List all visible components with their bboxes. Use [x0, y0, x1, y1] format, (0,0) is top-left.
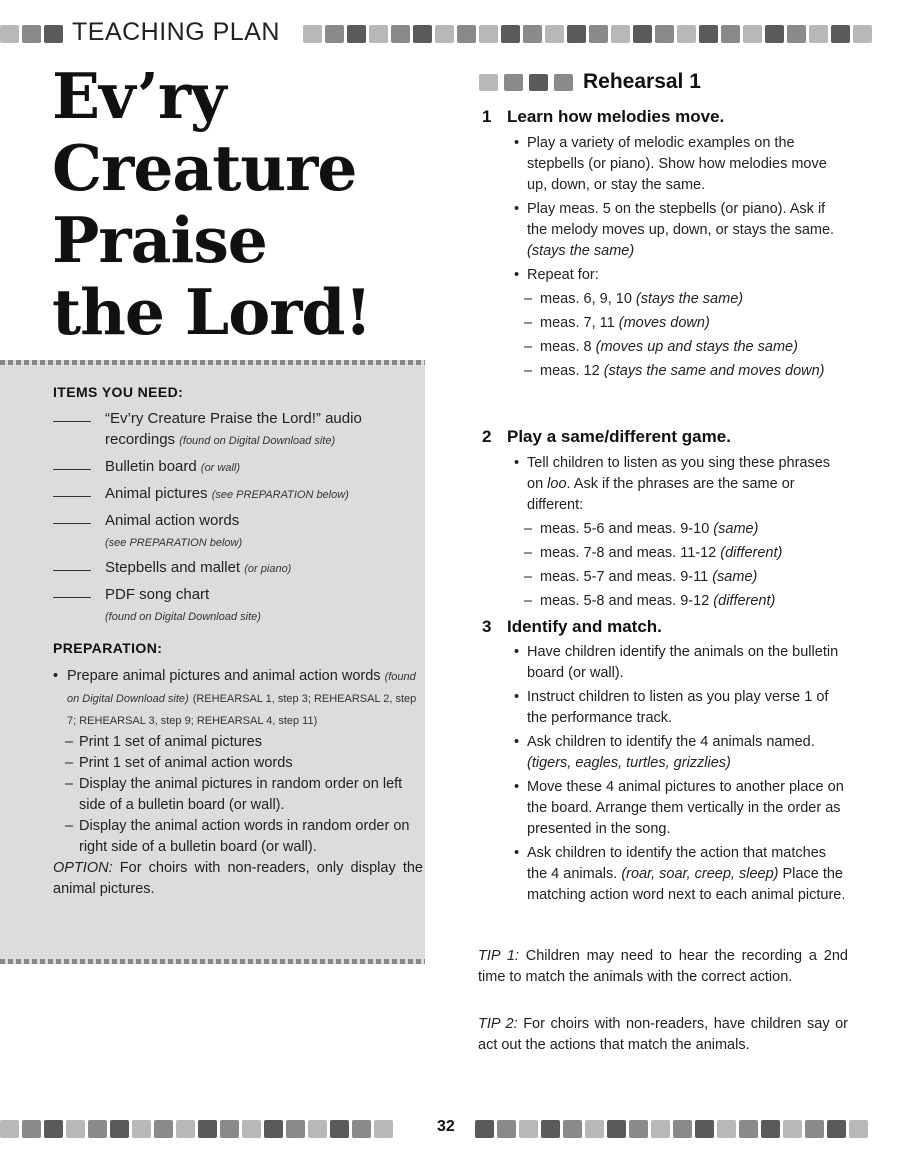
step-bullet: • Instruct children to listen as you play verse 1 of the performance track.: [514, 687, 849, 729]
item-text: PDF song chart: [105, 586, 210, 603]
checkbox-blank: [53, 597, 91, 598]
step-number: 3: [482, 617, 492, 636]
panel-divider-top: [0, 360, 425, 365]
bullet-note: (stays the same): [527, 243, 635, 259]
tip-text: Children may need to hear the recording a 2nd time to match the animals with the correct action.: [478, 948, 848, 985]
item-row: [53, 483, 418, 506]
footer-decor-left: [0, 1120, 425, 1138]
prep-sub-item: – Display the animal pictures in random order on left side of a bulletin board (or wall).: [53, 774, 423, 816]
prep-sub-item: – Print 1 set of animal action words: [53, 753, 423, 774]
step-sub-item: [514, 289, 849, 310]
sub-item-text: meas. 7, 11: [540, 315, 615, 331]
step-bullet: • Have children identify the animals on the bulletin board (or wall).: [514, 642, 849, 684]
decor-block: [554, 74, 573, 91]
item-text: Animal action words: [105, 512, 240, 529]
item-note: (see PREPARATION below): [211, 489, 349, 501]
rehearsal-header: [479, 70, 701, 94]
step-bullet: [514, 453, 849, 516]
song-title-line: the Lord!: [52, 275, 372, 349]
sub-item-note: (different): [713, 593, 776, 609]
step-heading: [482, 107, 724, 127]
step-bullet: • Repeat for:: [514, 265, 849, 286]
song-title-line: Praise: [52, 203, 267, 277]
step-list: [514, 453, 849, 615]
item-note: (see PREPARATION below): [105, 537, 243, 549]
checkbox-blank: [53, 570, 91, 571]
step-heading: [482, 617, 662, 637]
item-text: Bulletin board: [105, 458, 197, 475]
song-title-line: Creature: [52, 131, 357, 205]
sub-item-text: meas. 6, 9, 10: [540, 291, 632, 307]
sub-item-note: (stays the same and moves down): [603, 363, 825, 379]
song-title-line: Ev’ry: [52, 59, 226, 133]
bullet-text: Ask children to identify the 4 animals named.: [527, 734, 815, 750]
sub-item-note: (same): [713, 521, 759, 537]
tip-2: [478, 1014, 848, 1056]
sub-item-note: (moves down): [618, 315, 710, 331]
item-text: “Ev’ry Creature Praise the Lord!” audio recordings: [105, 410, 362, 448]
item-row: [53, 584, 418, 628]
step-sub-item: [514, 337, 849, 358]
item-note: (or wall): [200, 462, 241, 474]
bullet-note: (tigers, eagles, turtles, grizzlies): [527, 755, 731, 771]
step-sub-item: [514, 567, 849, 588]
bullet-note: (roar, soar, creep, sleep): [621, 866, 779, 882]
bullet-text: Play meas. 5 on the stepbells (or piano). Ask if the melody moves up, down, or stays the same.: [527, 201, 835, 238]
step-bullet: [514, 199, 849, 262]
tip-text: For choirs with non-readers, have children say or act out the actions that match the animals.: [478, 1016, 849, 1053]
decor-block: [529, 74, 548, 91]
prep-bullet-text: Prepare animal pictures and animal action words: [67, 668, 381, 684]
prep-bullet-refs: (REHEARSAL 1, step 3; REHEARSAL 2, step 7; REHEARSAL 3, step 9; REHEARSAL 4, step 11): [67, 693, 417, 727]
sub-item-text: meas. 7-8 and meas. 11-12: [540, 545, 717, 561]
step-sub-item: [514, 361, 849, 382]
sub-item-note: (same): [712, 569, 758, 585]
bullet-text: Place the matching action word next to each animal picture.: [527, 866, 846, 903]
prep-sub-item: – Print 1 set of animal pictures: [53, 732, 423, 753]
items-heading: ITEMS YOU NEED:: [53, 384, 184, 400]
step-list: [514, 642, 849, 909]
item-row: [53, 408, 418, 452]
preparation-list: [53, 666, 423, 900]
step-bullet: • Move these 4 animal pictures to another place on the board. Arrange them vertically in the order as presented in the song.: [514, 777, 849, 840]
step-sub-item: [514, 543, 849, 564]
decor-block: [479, 74, 498, 91]
option-text: For choirs with non-readers, only display the animal pictures.: [53, 860, 423, 897]
step-heading: [482, 427, 731, 447]
item-row: [53, 510, 418, 554]
decor-block: [504, 74, 523, 91]
prep-option: [53, 858, 423, 900]
sub-item-text: meas. 5-7 and meas. 9-11: [540, 569, 709, 585]
tip-label: TIP 2:: [478, 1016, 518, 1032]
item-row: [53, 557, 418, 580]
sub-item-note: (different): [720, 545, 783, 561]
item-note: (or piano): [244, 563, 292, 575]
step-sub-item: [514, 519, 849, 540]
header-decor-right: [303, 25, 900, 43]
item-text: Stepbells and mallet: [105, 559, 241, 576]
panel-divider-bottom: [0, 959, 425, 964]
preparation-heading: PREPARATION:: [53, 640, 163, 656]
checkbox-blank: [53, 469, 91, 470]
step-title: Identify and match.: [507, 617, 662, 636]
rehearsal-title: Rehearsal 1: [583, 70, 701, 93]
step-sub-item: [514, 313, 849, 334]
step-title: Play a same/different game.: [507, 427, 731, 446]
header-decor-left: [0, 25, 64, 43]
item-text: Animal pictures: [105, 485, 208, 502]
step-list: [514, 133, 849, 385]
step-title: Learn how melodies move.: [507, 107, 725, 126]
checkbox-blank: [53, 523, 91, 524]
tip-1: [478, 946, 848, 988]
sub-item-text: meas. 5-8 and meas. 9-12: [540, 593, 710, 609]
sub-item-text: meas. 8: [540, 339, 592, 355]
step-number: 2: [482, 427, 492, 446]
section-label: TEACHING PLAN: [72, 18, 280, 46]
bullet-text: Ask children to identify the action that matches the 4 animals.: [527, 845, 827, 882]
footer-decor-right: [475, 1120, 900, 1138]
item-note: (found on Digital Download site): [179, 435, 336, 447]
step-bullet: • Play a variety of melodic examples on the stepbells (or piano). Show how melodies move up, down, or stay the same.: [514, 133, 849, 196]
song-title: [52, 60, 432, 348]
step-sub-item: [514, 591, 849, 612]
sub-item-text: meas. 12: [540, 363, 600, 379]
bullet-text: Tell children to listen as you sing these phrases on: [527, 455, 831, 492]
step-bullet: [514, 732, 849, 774]
checkbox-blank: [53, 496, 91, 497]
sub-item-note: (moves up and stays the same): [595, 339, 798, 355]
bullet-text: . Ask if the phrases are the same or different:: [527, 476, 795, 513]
item-note: (found on Digital Download site): [105, 611, 261, 623]
page-number: 32: [437, 1118, 455, 1135]
prep-sub-item: – Display the animal action words in random order on right side of a bulletin board (or wall).: [53, 816, 423, 858]
bullet-note: loo: [547, 476, 567, 492]
prep-bullet: [53, 666, 423, 732]
option-label: OPTION:: [53, 860, 113, 876]
step-number: 1: [482, 107, 492, 126]
sub-item-note: (stays the same): [635, 291, 744, 307]
item-row: [53, 456, 418, 479]
sub-item-text: meas. 5-6 and meas. 9-10: [540, 521, 710, 537]
tip-label: TIP 1:: [478, 948, 519, 964]
items-panel: [0, 360, 425, 964]
step-bullet: [514, 843, 849, 906]
prep-bullet-note: (found on Digital Download site): [67, 671, 416, 705]
checkbox-blank: [53, 421, 91, 422]
